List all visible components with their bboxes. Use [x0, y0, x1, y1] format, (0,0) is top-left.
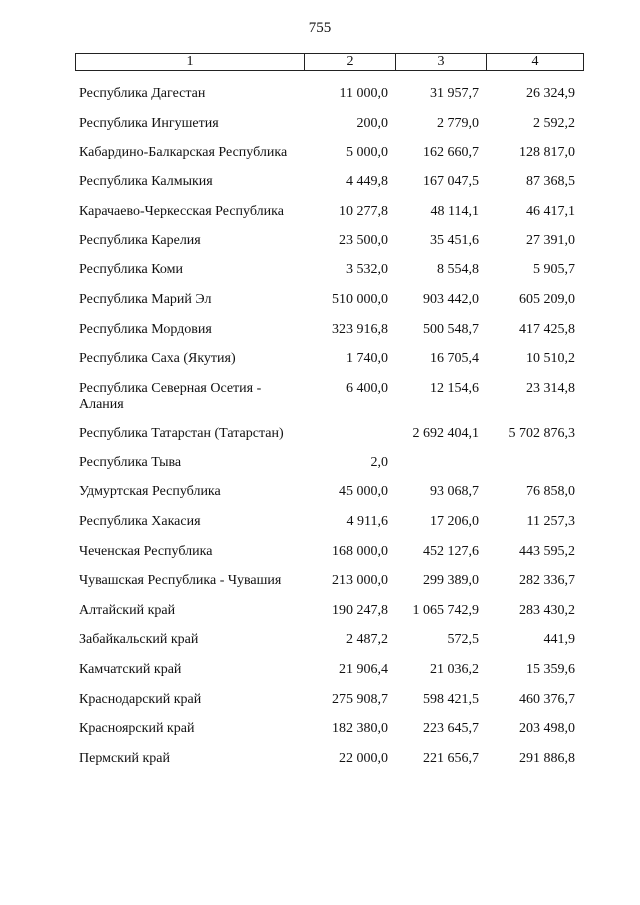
table-row — [79, 721, 584, 751]
region-name-cell: Чувашская Республика - Чувашия — [79, 573, 282, 589]
table-row — [79, 292, 584, 322]
region-name-cell: Республика Тыва — [79, 454, 182, 470]
value-col-4-cell: 10 510,2 — [526, 351, 575, 367]
table-row — [79, 116, 584, 146]
region-name-cell: Алтайский край — [79, 602, 176, 618]
table-body — [79, 86, 584, 780]
value-col-3-cell: 93 068,7 — [430, 484, 479, 500]
value-col-4-cell: 443 595,2 — [519, 543, 575, 559]
value-col-2-cell: 213 000,0 — [332, 573, 388, 589]
value-col-3-cell: 2 692 404,1 — [412, 425, 479, 441]
value-col-2-cell: 6 400,0 — [346, 380, 388, 396]
value-col-4-cell — [479, 455, 575, 471]
region-name-cell: Пермский край — [79, 750, 170, 766]
table-row — [79, 573, 584, 603]
region-name-cell: Республика Мордовия — [79, 321, 212, 337]
value-col-4-cell: 605 209,0 — [519, 291, 575, 307]
value-col-3-cell: 162 660,7 — [423, 145, 479, 161]
region-name-cell: Республика Татарстан (Татарстан) — [79, 425, 284, 441]
table-row — [79, 514, 584, 544]
value-col-4-cell: 128 817,0 — [519, 145, 575, 161]
region-name-cell: Республика Хакасия — [79, 513, 201, 529]
table-row — [79, 233, 584, 263]
value-col-2-cell: 10 277,8 — [339, 203, 388, 219]
value-col-2-cell: 168 000,0 — [332, 543, 388, 559]
table-row — [79, 381, 584, 426]
value-col-3-cell: 16 705,4 — [430, 351, 479, 367]
region-name-cell: Республика Калмыкия — [79, 174, 213, 190]
value-col-3-cell: 8 554,8 — [437, 262, 479, 278]
value-col-2-cell: 23 500,0 — [339, 232, 388, 248]
table-row — [79, 603, 584, 633]
header-col-1: 1 — [76, 54, 305, 70]
value-col-4-cell: 26 324,9 — [526, 86, 575, 101]
region-name-cell: Удмуртская Республика — [79, 484, 221, 500]
value-col-4-cell: 11 257,3 — [526, 513, 575, 529]
value-col-4-cell: 417 425,8 — [519, 321, 575, 337]
value-col-4-cell: 441,9 — [543, 632, 575, 648]
value-col-2-cell: 21 906,4 — [339, 661, 388, 677]
value-col-4-cell: 46 417,1 — [526, 203, 575, 219]
value-col-3-cell: 500 548,7 — [423, 321, 479, 337]
value-col-3-cell: 223 645,7 — [423, 721, 479, 737]
region-name-cell: Забайкальский край — [79, 632, 199, 648]
region-name-cell: Красноярский край — [79, 721, 195, 737]
value-col-4-cell: 76 858,0 — [526, 484, 575, 500]
value-col-4-cell: 5 702 876,3 — [508, 425, 575, 441]
table-row — [79, 174, 584, 204]
header-col-3: 3 — [396, 54, 487, 70]
table-row — [79, 751, 584, 781]
value-col-2-cell: 4 449,8 — [346, 174, 388, 190]
value-col-3-cell: 572,5 — [447, 632, 479, 648]
value-col-2-cell: 275 908,7 — [332, 691, 388, 707]
table-row — [79, 544, 584, 574]
value-col-2-cell: 3 532,0 — [346, 262, 388, 278]
value-col-3-cell: 2 779,0 — [437, 115, 479, 131]
table-row — [79, 692, 584, 722]
value-col-2-cell: 45 000,0 — [339, 484, 388, 500]
value-col-4-cell: 282 336,7 — [519, 573, 575, 589]
table-row — [79, 662, 584, 692]
value-col-3-cell: 48 114,1 — [430, 203, 479, 219]
value-col-4-cell: 2 592,2 — [533, 115, 575, 131]
region-name-cell: Карачаево-Черкесская Республика — [79, 203, 284, 219]
value-col-4-cell: 23 314,8 — [526, 380, 575, 396]
value-col-4-cell: 460 376,7 — [519, 691, 575, 707]
value-col-3-cell: 17 206,0 — [430, 513, 479, 529]
region-name-cell: Краснодарский край — [79, 691, 202, 707]
table-row — [79, 632, 584, 662]
value-col-2-cell: 5 000,0 — [346, 145, 388, 161]
page-number: 755 — [308, 20, 332, 36]
region-name-cell: Республика Марий Эл — [79, 291, 212, 307]
value-col-4-cell: 27 391,0 — [526, 232, 575, 248]
region-name-cell: Республика Карелия — [79, 232, 201, 248]
value-col-2-cell: 190 247,8 — [332, 602, 388, 618]
value-col-3-cell: 1 065 742,9 — [412, 602, 479, 618]
value-col-4-cell: 5 905,7 — [533, 262, 575, 278]
value-col-3-cell: 452 127,6 — [423, 543, 479, 559]
value-col-3-cell: 167 047,5 — [423, 174, 479, 190]
region-name-cell: Республика Ингушетия — [79, 115, 219, 131]
value-col-2-cell: 2,0 — [370, 454, 388, 470]
region-name-cell: Республика Саха (Якутия) — [79, 351, 236, 367]
value-col-2-cell: 2 487,2 — [346, 632, 388, 648]
table-row — [79, 484, 584, 514]
region-name-cell: Камчатский край — [79, 661, 182, 677]
value-col-4-cell: 87 368,5 — [526, 174, 575, 190]
region-name-cell: Республика Коми — [79, 262, 183, 278]
table-row — [79, 262, 584, 292]
value-col-3-cell: 299 389,0 — [423, 573, 479, 589]
value-col-3-cell: 598 421,5 — [423, 691, 479, 707]
value-col-3-cell: 31 957,7 — [430, 86, 479, 101]
header-col-2: 2 — [305, 54, 396, 70]
header-col-4: 4 — [531, 54, 539, 69]
table-row — [79, 86, 584, 116]
table-header — [75, 53, 584, 71]
table-row — [79, 204, 584, 233]
table-row — [79, 426, 584, 455]
value-col-2-cell: 323 916,8 — [332, 321, 388, 337]
table-row — [79, 145, 584, 174]
region-name-cell: Республика Северная Осетия - Алания — [79, 380, 262, 412]
value-col-4-cell: 283 430,2 — [519, 602, 575, 618]
value-col-3-cell: 21 036,2 — [430, 661, 479, 677]
region-name-cell: Чеченская Республика — [79, 543, 213, 559]
value-col-3-cell: 221 656,7 — [423, 750, 479, 766]
value-col-2-cell: 4 911,6 — [346, 513, 388, 529]
table-row — [79, 455, 584, 485]
table-row — [79, 351, 584, 381]
value-col-2-cell: 182 380,0 — [332, 721, 388, 737]
value-col-3-cell: 12 154,6 — [430, 380, 479, 396]
region-name-cell: Республика Дагестан — [79, 86, 206, 101]
region-name-cell: Кабардино-Балкарская Республика — [79, 145, 288, 161]
value-col-2-cell: 200,0 — [356, 115, 388, 131]
value-col-2-cell: 11 000,0 — [339, 86, 388, 101]
value-col-2-cell: 1 740,0 — [346, 351, 388, 367]
value-col-2-cell — [311, 426, 388, 442]
value-col-3-cell — [388, 455, 479, 471]
value-col-2-cell: 510 000,0 — [332, 291, 388, 307]
table-row — [79, 322, 584, 352]
value-col-2-cell: 22 000,0 — [339, 750, 388, 766]
value-col-4-cell: 291 886,8 — [519, 750, 575, 766]
value-col-3-cell: 35 451,6 — [430, 232, 479, 248]
value-col-3-cell: 903 442,0 — [423, 291, 479, 307]
value-col-4-cell: 203 498,0 — [519, 721, 575, 737]
value-col-4-cell: 15 359,6 — [526, 661, 575, 677]
